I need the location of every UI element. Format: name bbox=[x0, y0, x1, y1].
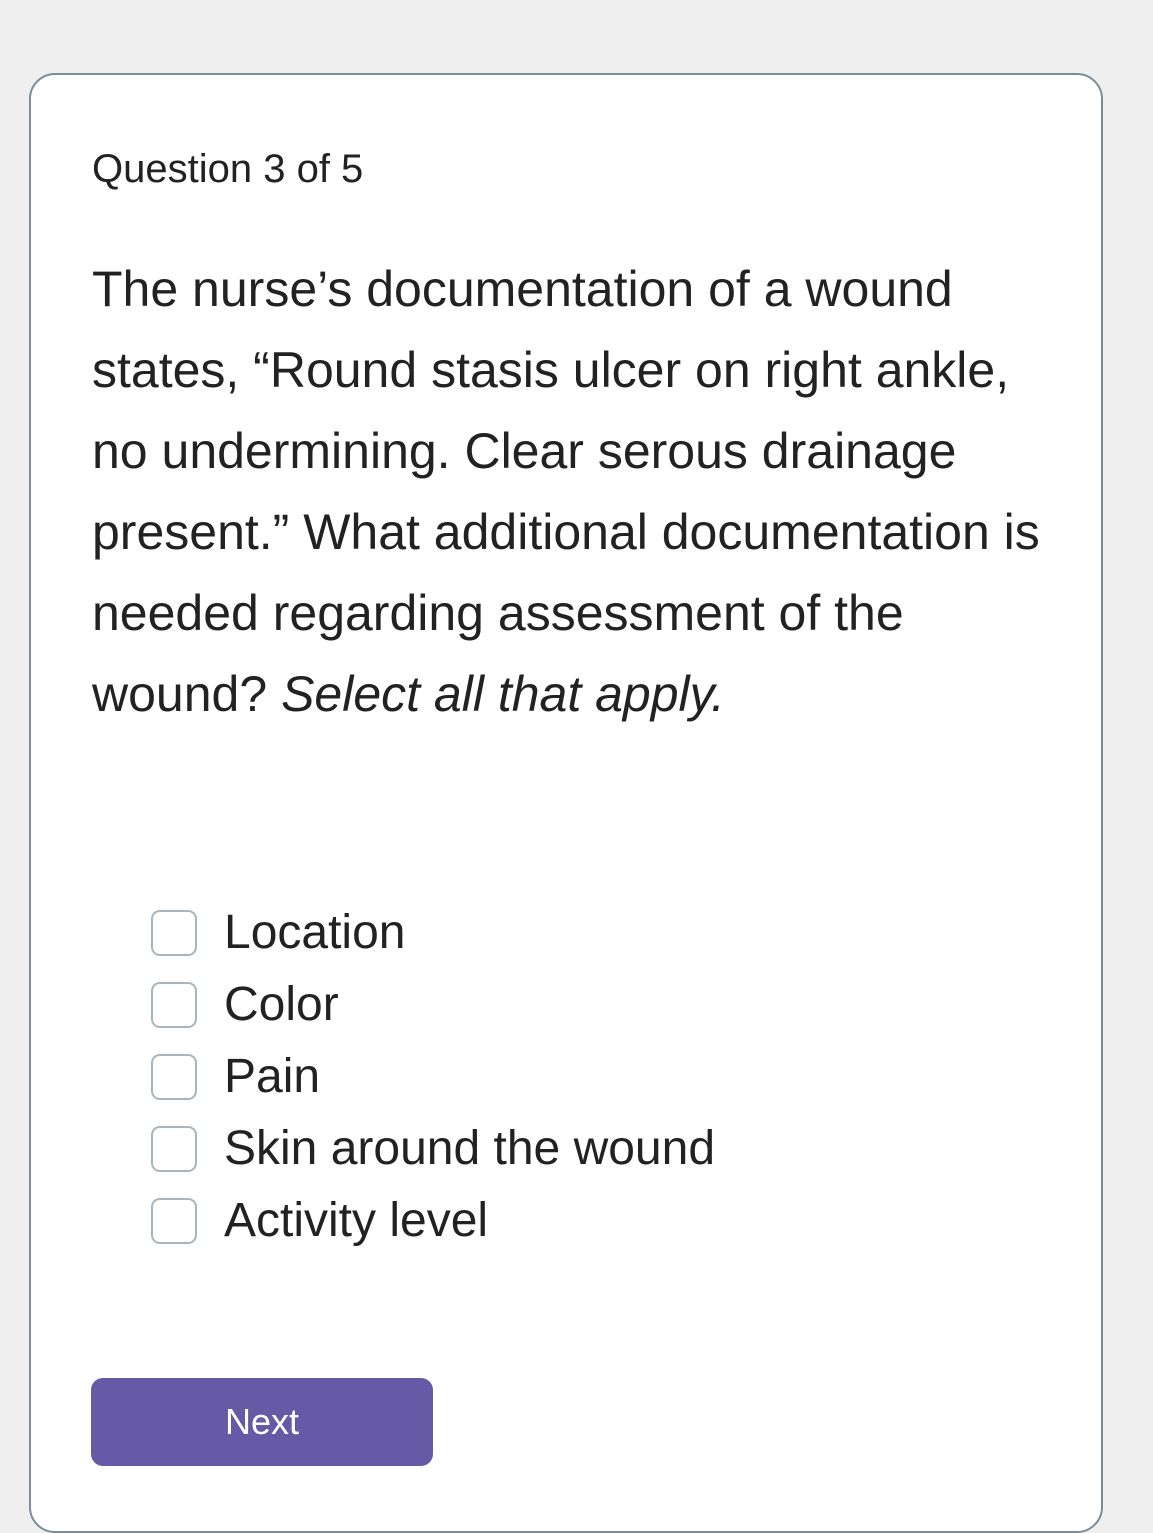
checkbox[interactable] bbox=[151, 1054, 197, 1100]
next-button[interactable]: Next bbox=[91, 1378, 433, 1466]
answer-option-label: Color bbox=[224, 978, 339, 1031]
question-instruction: Select all that apply. bbox=[281, 666, 725, 722]
question-progress: Question 3 of 5 bbox=[92, 147, 364, 191]
answer-option-location[interactable] bbox=[151, 897, 715, 969]
answer-option-label: Activity level bbox=[224, 1194, 489, 1247]
checkbox[interactable] bbox=[151, 910, 197, 956]
answer-option-color[interactable] bbox=[151, 969, 715, 1041]
question-text bbox=[92, 249, 1052, 735]
answer-option-pain[interactable] bbox=[151, 1041, 715, 1113]
answer-option-skin-around-wound[interactable] bbox=[151, 1113, 715, 1185]
answer-option-label: Skin around the wound bbox=[224, 1122, 716, 1175]
answer-option-label: Pain bbox=[224, 1050, 321, 1103]
question-card bbox=[29, 73, 1103, 1533]
answer-option-label: Location bbox=[224, 906, 406, 959]
checkbox[interactable] bbox=[151, 982, 197, 1028]
question-stem: The nurse’s documentation of a wound states, “Round stasis ulcer on right ankle, no undermining. Clear serous drainage present.” What additional documentation is needed regarding assessment of the wound? bbox=[92, 261, 1040, 722]
answer-options bbox=[151, 897, 715, 1257]
checkbox[interactable] bbox=[151, 1126, 197, 1172]
answer-option-activity-level[interactable] bbox=[151, 1185, 715, 1257]
checkbox[interactable] bbox=[151, 1198, 197, 1244]
